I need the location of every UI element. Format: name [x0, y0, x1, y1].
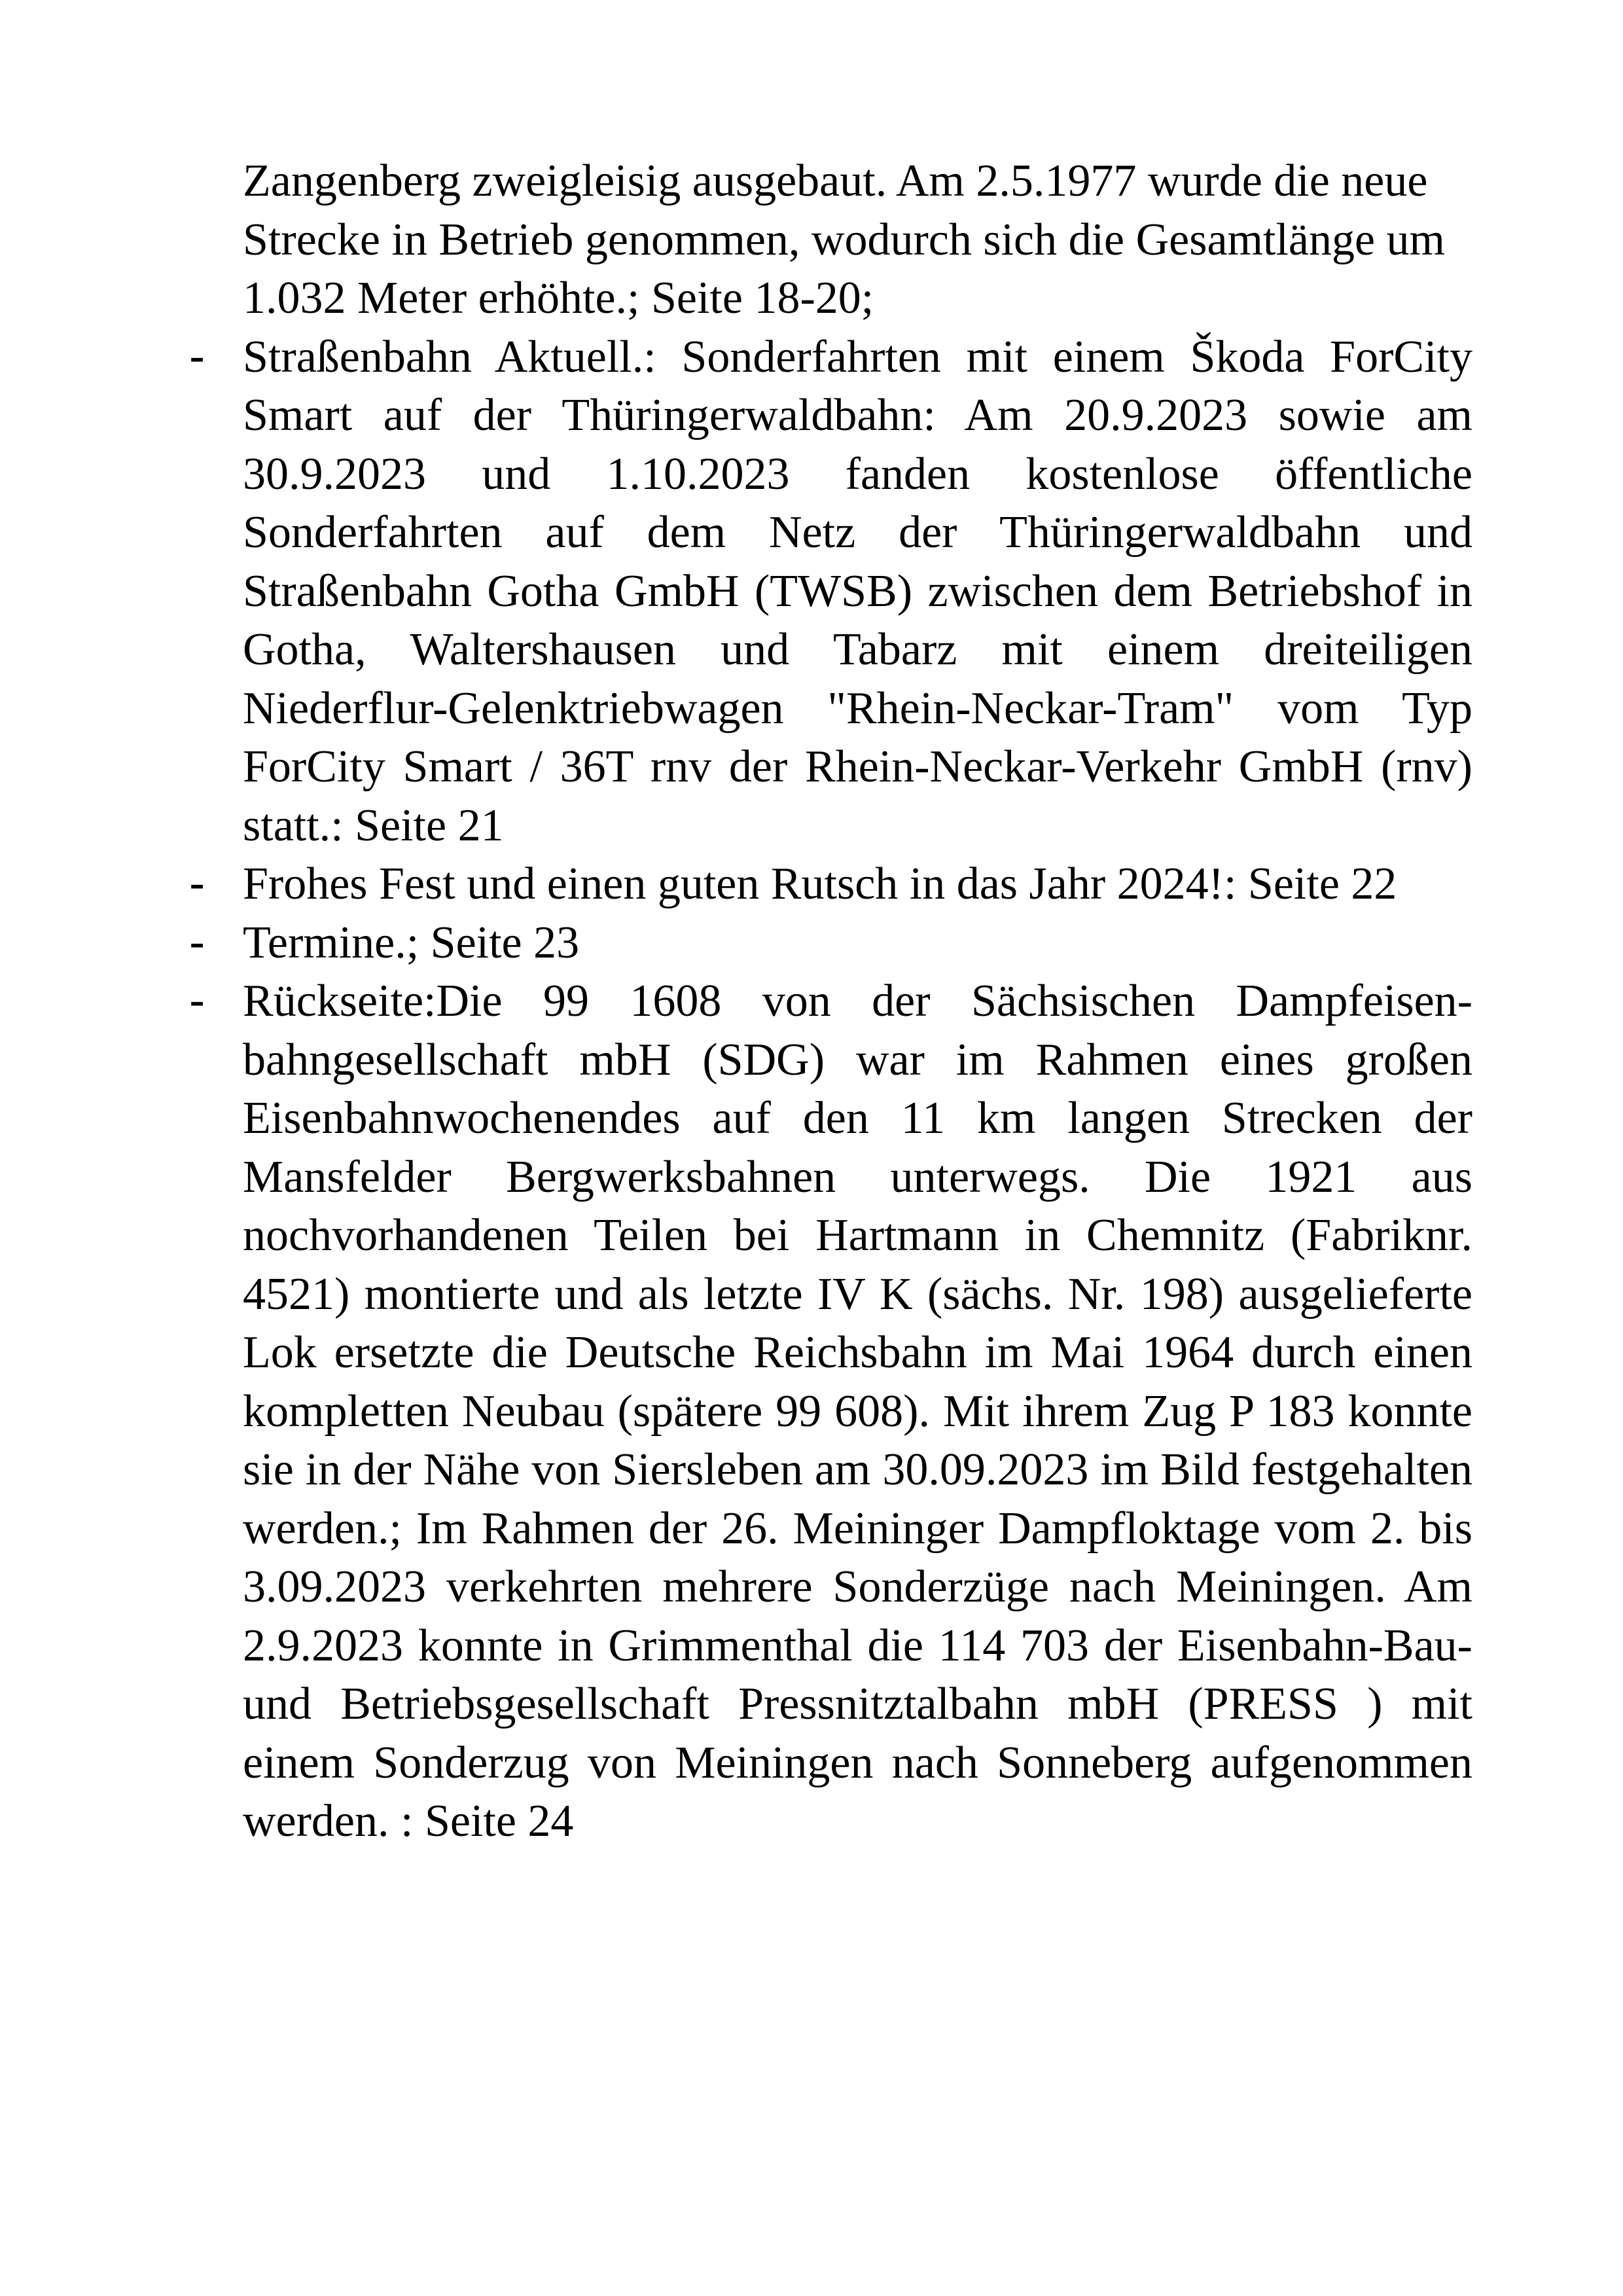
bullet-marker: - — [183, 974, 211, 1028]
continuation-text: Zangenberg zweigleisig ausgebaut. Am 2.5.1977 wurde die neue Strecke in Betrieb genommen, wodurch sich die Gesamtlänge um 1.032 Meter erhöhte.; Seite 18-20; — [243, 156, 1445, 323]
list-item — [183, 914, 1472, 973]
document-body — [183, 152, 1472, 1851]
bullet-marker: - — [183, 857, 211, 910]
list-item-text: Frohes Fest und einen guten Rutsch in das Jahr 2024!: Seite 22 — [243, 859, 1397, 909]
bullet-marker: - — [183, 329, 211, 384]
list-item — [183, 972, 1472, 1851]
list-item — [183, 855, 1472, 914]
bullet-marker: - — [183, 915, 211, 969]
continuation-paragraph — [183, 152, 1472, 328]
list-item-text: Straßenbahn Aktuell.: Sonderfahrten mit einem Škoda ForCity Smart auf der Thüringerwaldbahn: Am 20.9.2023 sowie am 30.9.2023 und 1.10.2023 fanden kostenlose öffentliche Sonderfahrten auf dem Netz der Thüringerwaldbahn und Straßenbahn Gotha GmbH (TWSB) zwischen dem Betriebshof in Gotha, Waltershausen und Tabarz mit einem dreiteiligen Niederflur-Gelenktriebwagen "Rhein-Neckar-Tram" vom Typ ForCity Smart / 36T rnv der Rhein-Neckar-Verkehr GmbH (rnv) statt.: Seite 21 — [243, 331, 1472, 851]
list-item — [183, 328, 1472, 855]
list-item-text: Termine.; Seite 23 — [243, 917, 580, 968]
list-item-text: Rückseite:Die 99 1608 von der Sächsischen Dampfeisenbahngesellschaft mbH (SDG) war im Rahmen eines großen Eisenbahnwochenendes auf den 11 km langen Strecken der Mansfelder Bergwerksbahnen unterwegs. Die 1921 aus nochvorhandenen Teilen bei Hartmann in Chemnitz (Fabriknr. 4521) montierte und als letzte IV K (sächs. Nr. 198) ausgelieferte Lok ersetzte die Deutsche Reichsbahn im Mai 1964 durch einen kompletten Neubau (spätere 99 608). Mit ihrem Zug P 183 konnte sie in der Nähe von Siersleben am 30.09.2023 im Bild festgehalten werden.; Im Rahmen der 26. Meininger Dampfloktage vom 2. bis 3.09.2023 verkehrten mehrere Sonderzüge nach Meiningen. Am 2.9.2023 konnte in Grimmenthal die 114 703 der Eisenbahn-Bau- und Betriebsgesellschaft Pressnitztalbahn mbH (PRESS ) mit einem Sonderzug von Meiningen nach Sonneberg aufgenommen werden. : Seite 24 — [243, 976, 1472, 1846]
